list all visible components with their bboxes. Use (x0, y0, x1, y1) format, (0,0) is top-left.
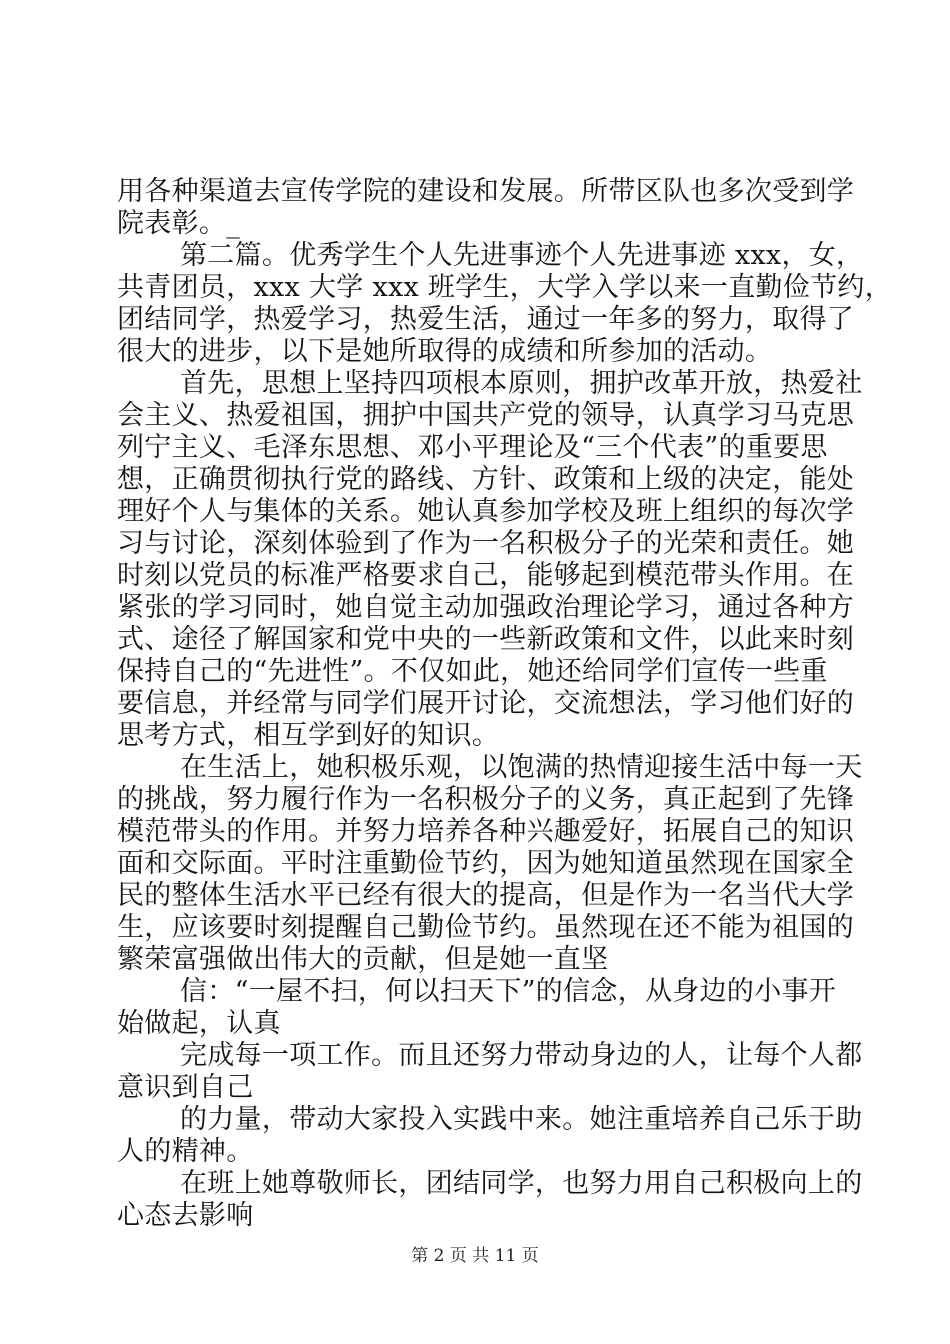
text-line: 的力量，带动大家投入实践中来。她注重培养自己乐于助 (180, 1104, 863, 1135)
text-line: 用各种渠道去宣传学院的建设和发展。所带区队也多次受到学 (117, 176, 855, 207)
text-line: 式、途径了解国家和党中央的一些新政策和文件，以此来时刻 (117, 624, 855, 655)
text-line: 信：“一屋不扫，何以扫天下”的信念，从身边的小事开 (180, 976, 837, 1007)
text-line: 意识到自己 (117, 1072, 254, 1103)
text-line: 完成每一项工作。而且还努力带动身边的人，让每个人都 (180, 1040, 863, 1071)
text-line: 第二篇。优秀学生个人先进事迹个人先进事迹 xxx，女， (180, 240, 864, 271)
text-line: 繁荣富强做出伟大的贡献，但是她一直坚 (117, 944, 609, 975)
text-line: 心态去影响 (117, 1200, 254, 1231)
text-line: 始做起，认真 (117, 1008, 281, 1039)
text-line: 在班上她尊敬师长，团结同学，也努力用自己积极向上的 (180, 1168, 863, 1199)
text-line: 想，正确贯彻执行党的路线、方针、政策和上级的决定，能处 (117, 464, 855, 495)
text-line: 人的精神。 (117, 1136, 254, 1167)
text-line: 面和交际面。平时注重勤俭节约，因为她知道虽然现在国家全 (117, 848, 855, 879)
text-line: 模范带头的作用。并努力培养各种兴趣爱好，拓展自己的知识 (117, 816, 855, 847)
text-line: 的挑战，努力履行作为一名积极分子的义务，真正起到了先锋 (117, 784, 855, 815)
text-line: 在生活上，她积极乐观，以饱满的热情迎接生活中每一天 (180, 752, 863, 783)
text-line: 思考方式，相互学到好的知识。 (117, 720, 500, 751)
text-line: 很大的进步，以下是她所取得的成绩和所参加的活动。 (117, 336, 773, 367)
text-line: 共青团员，xxx 大学 xxx 班学生，大学入学以来一直勤俭节约， (117, 272, 893, 303)
text-line: 紧张的学习同时，她自觉主动加强政治理论学习，通过各种方 (117, 592, 855, 623)
text-line: 时刻以党员的标准严格要求自己，能够起到模范带头作用。在 (117, 560, 855, 591)
text-line: 习与讨论，深刻体验到了作为一名积极分子的光荣和责任。她 (117, 528, 855, 559)
text-line: 生，应该要时刻提醒自己勤俭节约。虽然现在还不能为祖国的 (117, 912, 855, 943)
text-line: 保持自己的“先进性”。不仅如此，她还给同学们宣传一些重 (117, 656, 828, 687)
text-line: 首先，思想上坚持四项根本原则，拥护改革开放，热爱社 (180, 368, 863, 399)
text-line: 列宁主义、毛泽东思想、邓小平理论及“三个代表”的重要思 (117, 432, 828, 463)
text-line: 团结同学，热爱学习，热爱生活，通过一年多的努力，取得了 (117, 304, 855, 335)
text-line: 会主义、热爱祖国，拥护中国共产党的领导，认真学习马克思 (117, 400, 855, 431)
text-line: 院表彰。_ (117, 208, 240, 239)
text-line: 民的整体生活水平已经有很大的提高，但是作为一名当代大学 (117, 880, 855, 911)
page-number-footer: 第 2 页 共 11 页 (411, 1246, 539, 1266)
text-line: 要信息，并经常与同学们展开讨论，交流想法，学习他们好的 (117, 688, 855, 719)
text-line: 理好个人与集体的关系。她认真参加学校及班上组织的每次学 (117, 496, 855, 527)
